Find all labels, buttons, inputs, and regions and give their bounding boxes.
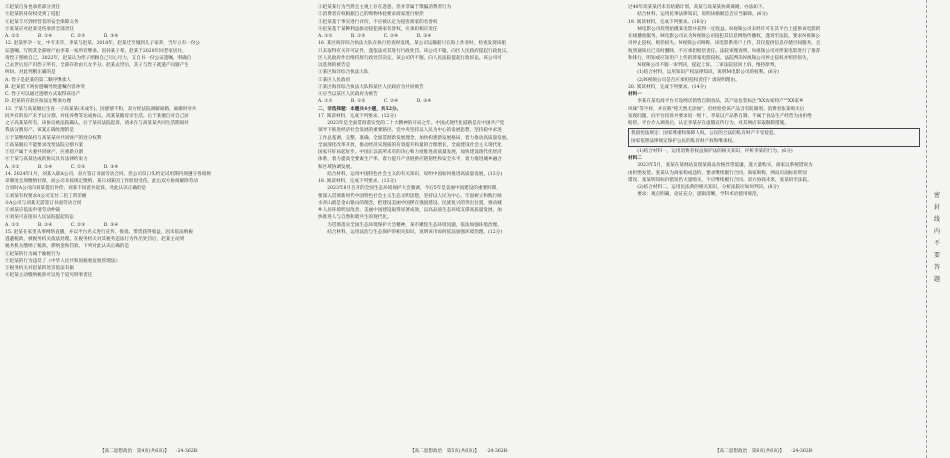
text-line: D. 赵某的存款应按法定继承办理 [5, 99, 72, 105]
text-line: A. ①② B. ①④ C. ②③ D. ③④ [5, 34, 119, 39]
text-line: ③房产属于夫妻共同财产，应重新分割 [5, 150, 84, 155]
text-line: 我法分割房产。该案正确处理的是 [5, 128, 74, 134]
text-line: 由拒绝发货。张某认为商家构成违约，要求继续履行合同。商家辩称，网站页面标价明显 [628, 170, 808, 176]
text-line: 结合材料，运用民事法律知识，说明该婚姻是否应当解除。(6分) [628, 12, 768, 18]
quote-box [628, 128, 920, 147]
footer-left: 【高二思想政治 第4页(共6页)】 ·24-362B· [100, 449, 199, 454]
text-line: 全面深化改革开放，推动经济实现质的有效提升和量的合理增长，全面建设社会主义现代化 [318, 142, 502, 148]
text-line: 领导下推进经济社会发展的重要路径。党中央坚持以人民为中心的发展思想，坚持稳中求进 [318, 128, 502, 134]
text-line: 区人民政府作出维持原行政处罚决定。该公司仍不服，向人民法院提起行政诉讼。该公司可 [318, 55, 502, 61]
text-line: ②A公司与刘某无需签订书面劳动合同 [5, 200, 82, 206]
text-line: N视频公司不服一审判决，提起上诉。二审法院驳回上诉，维持原判。 [628, 63, 780, 68]
text-line: 风味"等字样，并宣称"纯天然无添加"，但经检验该产品含有防腐剂。消费者张某购买后 [628, 106, 805, 112]
text-line: 在线播放服务。M电影公司认为N视频公司侵犯其信息网络传播权，遂诉至法院，要求N视频公 [628, 34, 820, 39]
text-line: 材料二 [628, 156, 642, 161]
text-line: 材料一 [628, 92, 642, 97]
strip-char: 密 [933, 192, 940, 199]
text-line: ⑤张某应对赵某受伤承担全部责任 [5, 26, 74, 32]
text-line: ④于某与高某达成的协议具有法律约束力 [5, 157, 88, 163]
text-line: 2023年5月，张某在某网站发现某商品价格异常低廉，遂大量购买。商家以系统错误为 [628, 163, 813, 169]
binding-strip-text [932, 190, 942, 286]
text-line: B. 赵某留下两份遗嘱导致遗嘱内容冲突 [5, 84, 85, 90]
text-line: 结合材料，运用中国特色社会主义的有关知识，说明中国如何推进高质量发展。(12分) [318, 171, 502, 177]
text-line: 为贯彻落实全国生态环境保护大会精神，某市聚焦生态环境问题，依法加强环境治理。 [318, 222, 502, 228]
strip-char: 不 [933, 240, 940, 247]
strip-char: 题 [933, 276, 940, 283]
text-line: 要求：观点明确，论证充分，逻辑清晰，学科术语使用规范。 [628, 192, 762, 198]
text-line: ④应当以某区人民政府为被告 [318, 92, 378, 97]
text-line: ④赵某主动缴纳税款可以免于追究刑事责任 [5, 273, 93, 279]
text-line: ②赵某自身也承担部分责任 [5, 5, 61, 10]
text-line: 过40年高某某仍未有结婚计划。高某与高某某协商离婚，办法如下。 [628, 5, 768, 10]
text-line: (2)N视频公司是否应承担侵权责任？请说明理由。 [628, 77, 740, 83]
text-line: M电影公司投资拍摄某电影并获得一定收益。N视频公司未经许可在其平台上提供该电影的 [628, 26, 821, 32]
column-middle [318, 4, 620, 243]
text-line: 16. 某区海洋综合执法大队在执行检查时发现，某公司运输船只在海上作业时，检查发现该船 [318, 41, 506, 47]
text-line: 要深入贯彻新时代中国特色社会主义生态文明思想，坚持以人民为中心，牢固树立和践行绿 [318, 193, 502, 199]
quote-line: 国家依照法律规定保护公民的私有财产权和继承权。 [631, 138, 737, 144]
text-line: 赔偿。平台介入调查后，认定李某存在虚假宣传行为，对其网店采取限制措施。 [628, 121, 789, 126]
text-line: (2)结合材料二，运用民法典的相关知识，分析法院应如何判决。(8分) [628, 185, 779, 190]
text-line: 证遗嘱，写明其全部财产由李某一家所有继承。因孙某子辈，赵某于2020年回老家居住， [5, 48, 187, 54]
text-line: A. ①② B. ①③ C. ②④ D. ③④ [318, 34, 432, 39]
text-line: ②某区人民政府 [318, 77, 351, 83]
text-line: A. ①② B. ①④ C. ②③ D. ③④ [5, 164, 119, 170]
text-line: (1)结合材料，运用知识产权法律知识，说明M电影公司的权利。(6分) [628, 70, 779, 76]
text-line: 司停止侵权、赔偿损失。N视频公司辩称，该电影系用户上传，其仅提供信息存储空间服务，且 [628, 41, 821, 47]
text-line: 和区域协调发展。 [318, 164, 355, 170]
text-line: 体系，着力提高全要素生产率，着力提升产业链供应链韧性和安全水平，着力推进城乡融合 [318, 157, 502, 163]
text-line: A. 侄子是赵某的第二顺序继承人 [5, 77, 71, 83]
text-line: 己去世后房产归侄子所有，全部存款由儿女平分。赵某去世后，其子与侄子就遗产问题产生 [5, 63, 189, 68]
text-line: A. ①② B. ①③ C. ②④ D. ③④ [318, 99, 432, 105]
text-line: 水青山就是金山银山的理念，把建设美丽中国摆在强国建设、民族复兴的突出位置，推动城 [318, 200, 502, 206]
strip-char: 封 [933, 204, 940, 211]
text-line: 14. 2024年1月，刘某入职A公司，双方签订书面劳动合同，但公司仅口头约定试用期内须遵守各项规 [5, 171, 211, 177]
text-line: ②高某婚后不能要求改变法院分割方案 [5, 142, 84, 148]
text-line: 国家开好局起好步。中国正以前所未有的决心和力度推进高质量发展，加快建设现代化经济 [318, 150, 502, 155]
strip-char: 内 [933, 228, 940, 235]
strip-char: 答 [933, 264, 940, 271]
text-line: 以选择的被告是 [318, 63, 351, 68]
text-line: ④刘某可直接向人民法院提起诉讼 [5, 215, 74, 221]
text-line: ①某区海洋综合执法大队 [318, 70, 369, 76]
text-line: 15. 赵某在家里从事网络直播，并以平台名义进行宣传、推销、带货获得收益，因未依法纳税 [5, 229, 193, 235]
footer-right: 【高二思想政治 第6页(共6页)】 ·24-362B· [715, 449, 814, 454]
text-line: 之子高某某所有，该协议被法院确认。后于某向法院起诉，请求在与高某某共同生活期间对 [5, 121, 189, 126]
text-line: 李某在某电商平台开设网店销售自制食品，其产品包装标注"XX农家特产""XX家乡 [628, 99, 804, 105]
text-line: ①赵某某行为当然且主观上存在恶意，但并非属于欺骗消费者行为 [318, 5, 452, 10]
text-line: 发现问题，向平台投诉并要求退一赔十。李某以产品系自制、不属于食品生产经营为由拒绝 [628, 113, 812, 119]
text-line: 逃避税款，被税务机关依法处理。在税务机关对其税务违法行为作出处罚后，赵某主动到 [5, 237, 185, 242]
text-line: ②赵某的行为违反了《中华人民共和国税收征收管理法》 [5, 258, 120, 264]
column-left [5, 4, 305, 280]
text-line: 2023年8月召开的全国生态环境保护大会强调，今后5年是美丽中国建设的重要时期， [318, 186, 501, 192]
text-line: 收到通知后已及时删除，不应承担赔偿责任。法院审理查明，N视频公司对涉案电影进行了推荐 [628, 48, 821, 54]
text-line: 纠纷。对此判断正确的是 [5, 70, 56, 76]
strip-char: 要 [933, 252, 940, 259]
text-line: 20. 阅读材料，完成下列要求。(14分) [628, 84, 706, 90]
strip-char: 线 [933, 216, 940, 223]
text-line: ④赵某基于某种利益驱动侵犯商家名誉权，应承担相应责任 [318, 26, 438, 32]
text-line: ③赵某的身份权受到了侵犯 [5, 12, 61, 18]
footer-middle: 【高二思想政治 第5页(共6页)】 ·24-362B· [410, 449, 509, 454]
text-line: 合同时A公司向刘某提出补偿，刘某不同意并起诉。对此认识正确的是 [5, 186, 147, 192]
quote-line: 我国宪法规定：国家尊重和保障人权。公民的合法的私有财产不受侵犯。 [631, 131, 779, 137]
column-right [628, 4, 920, 199]
text-line: 快推进人与自然和谐共生的现代化。 [318, 215, 392, 221]
text-line [318, 236, 620, 243]
text-line: 只未取得有关许可证件，遂依法对其进行行政处罚。该公司不服，向区人民政府提起行政复议。 [318, 48, 511, 54]
text-line: ①刘某有权要求A公司支付二倍工资差额 [5, 193, 87, 199]
text-line: 19. 阅读材料，完成下列要求。(16分) [628, 19, 706, 25]
text-line: ②消费者有权根据自己的购物体验要求商家进行赔偿 [318, 12, 424, 18]
text-line: ③赵某基于事实进行评价，不应被认定为侵害商家的名誉权 [318, 19, 438, 25]
text-line: 乡人居环境明显改善、美丽中国建设取得显著成效，以高品质生态环境支撑高质量发展，加 [318, 208, 502, 213]
text-line: ③税务机关对赵某的处罚依法有据 [5, 266, 74, 271]
text-line: 错误，张某明知标价错误仍大量购买，不应继续履行合同。双方协商未果，张某诉至法院。 [628, 177, 812, 183]
text-line: 2023年是全面贯彻落实党的二十大精神的开局之年。中国式现代化道路是在中国共产党 [318, 121, 505, 126]
text-line: ①赵某的行为属于偷税行为 [5, 251, 61, 257]
text-line: ①于某继续保持与高某某对共同财产的处分权利 [5, 135, 102, 141]
text-line: 17. 阅读材料，完成下列要求。(12分) [318, 113, 396, 119]
text-line: ③刘某应依法申请劳动仲裁 [5, 208, 61, 213]
text-line: 12. 赵某怀孕一女，中专未毕，李某与赵某。2018年，赵某迁至城到儿子家养，当年立有一份公 [5, 41, 201, 47]
text-line: ③某区海洋综合执法大队和某区人民政府为共同被告 [318, 84, 424, 90]
text-line: 18. 阅读材料，完成下列要求。(12分) [318, 179, 396, 184]
text-line: 13. 于某与高某婚后生育一子高某某(未成年)。因感情不和，双方经法院调解离婚，离婚时对共 [5, 106, 197, 112]
text-line: 章制度且须缴纳社保，而公司未按规定缴纳。某日刘某因工作原因受伤，此后双方协商解除劳动 [5, 179, 198, 184]
text-line: (1)结合材料一，运用消费者权益保护法的相关知识，评析李某的行为。(6分) [628, 148, 793, 154]
text-line: 同共有的房产未予以分割，对抚养费等达成协议。高某某随母亲生活。后于某擅自对自己居 [5, 113, 189, 119]
text-line: A. ①② B. ①④ C. ②③ D. ③④ [5, 222, 119, 228]
text-line: 和排行，明知或应知用户上传的涉案电影侵权。法院判决N视频公司停止侵权并赔偿损失。 [628, 55, 812, 61]
text-line: ④赵某丰尽到经营者的安全保障义务 [5, 19, 79, 25]
text-line: 工作总基调，完整、准确、全面贯彻新发展理念，加快构建新发展格局，着力推动高质量发展。 [318, 135, 511, 141]
text-line: 请侄子照顾自己。2022年，赵某认为侄子照顾自己尽心尽力，又自书一份公证遗嘱，明确自 [5, 55, 192, 61]
text-line: C. 侄子可以通过遗赠方式取得该房产 [5, 92, 81, 97]
text-line: 二、非选择题：本题共4小题，共52分。 [318, 106, 402, 112]
text-line: 税务机关缴纳了税款、滞纳金和罚款。下列对此认识正确的是 [5, 244, 130, 250]
text-line: 结合材料，运用法治与生态保护的相关知识，说明该市如何依法加强环境治理。(12分) [318, 229, 502, 235]
